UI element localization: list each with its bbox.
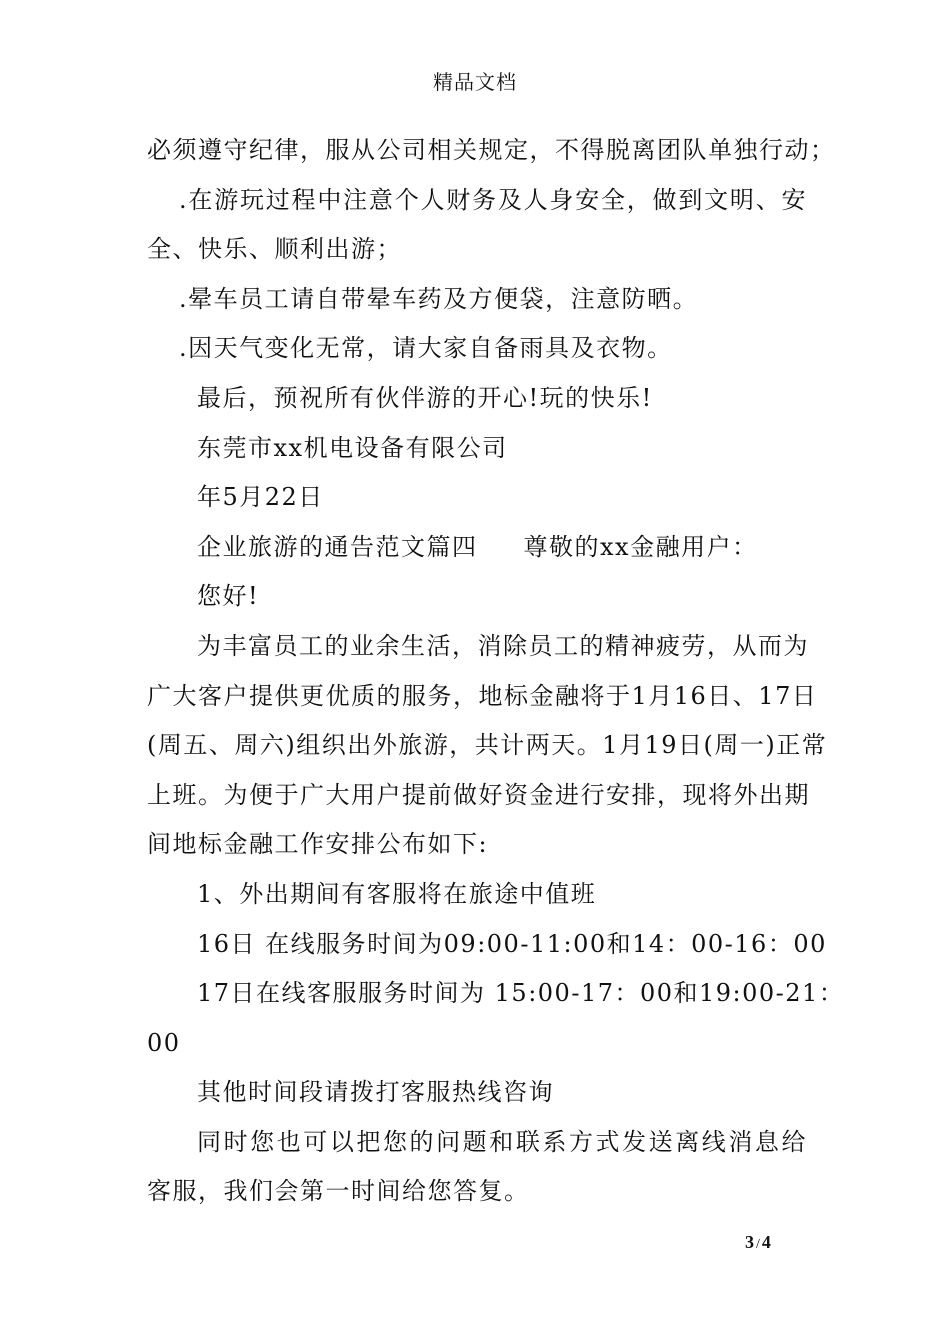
paragraph-line: 为丰富员工的业余生活，消除员工的精神疲劳，从而为: [197, 631, 809, 660]
salutation: 尊敬的xx金融用户：: [523, 532, 758, 561]
page-current: 3: [745, 1232, 754, 1252]
page-number: [745, 1232, 771, 1253]
page-header: 精品文档: [433, 70, 517, 94]
paragraph-line: 客服，我们会第一时间给您答复。: [147, 1177, 530, 1206]
paragraph-line: 同时您也可以把您的问题和联系方式发送离线消息给: [197, 1127, 807, 1156]
section-title: 企业旅游的通告范文篇四: [197, 532, 478, 561]
schedule-line: 17日在线客服服务时间为 15:00-17：00和19:00-21：: [197, 979, 845, 1008]
schedule-line: 16日 在线服务时间为09:00-11:00和14：00-16：00: [197, 929, 827, 958]
section-heading: [147, 523, 807, 573]
greeting: 您好!: [197, 582, 260, 611]
paragraph-line: .因天气变化无常，请大家自备雨具及衣物。: [179, 334, 673, 363]
paragraph-line: (周五、周六)组织出外旅游，共计两天。1月19日(周一)正常: [147, 731, 828, 760]
paragraph-line: 上班。为便于广大用户提前做好资金进行安排，现将外出期: [147, 780, 810, 809]
paragraph-line: .晕车员工请自带晕车药及方便袋，注意防晒。: [179, 284, 699, 313]
document-date: 年5月22日: [197, 483, 324, 512]
page-separator: /: [756, 1237, 760, 1252]
paragraph-line: 其他时间段请拨打客服热线咨询: [197, 1078, 554, 1107]
schedule-line: 00: [147, 1028, 181, 1057]
document-body: [147, 126, 845, 1217]
paragraph-line: 广大客户提供更优质的服务，地标金融将于1月16日、17日: [147, 681, 818, 710]
list-item: 1、外出期间有客服将在旅途中值班: [197, 879, 597, 908]
paragraph-line: 必须遵守纪律，服从公司相关规定，不得脱离团队单独行动；: [147, 136, 836, 164]
paragraph-line: .在游玩过程中注意个人财务及人身安全，做到文明、安: [179, 185, 807, 214]
paragraph-line: 全、快乐、顺利出游；: [147, 235, 402, 264]
paragraph-line: 最后，预祝所有伙伴游的开心!玩的快乐!: [197, 383, 653, 412]
company-name: 东莞市xx机电设备有限公司: [197, 433, 508, 462]
paragraph-line: 间地标金融工作安排公布如下:: [147, 830, 489, 859]
page-total: 4: [761, 1232, 771, 1252]
